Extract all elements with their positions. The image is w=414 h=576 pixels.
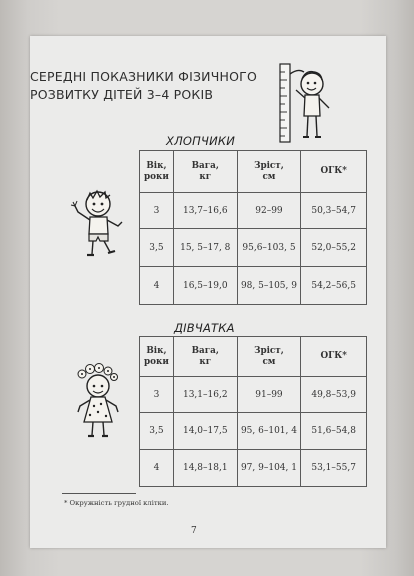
footnote: * Окружність грудної клітки. <box>64 499 169 507</box>
boys-section-label: ХЛОПЧИКИ <box>166 134 236 148</box>
girls-section-label: ДІВЧАТКА <box>174 321 235 335</box>
header-text: ОГК* <box>320 351 347 361</box>
header-text: ОГК* <box>320 166 347 176</box>
table-row <box>140 229 367 267</box>
header-text: роки <box>144 356 169 367</box>
height-cell: 95, 6–101, 4 <box>237 413 301 450</box>
page-number: 7 <box>191 526 197 536</box>
page-title-line-2: РОЗВИТКУ ДІТЕЙ 3–4 РОКІВ <box>30 87 214 102</box>
table-row <box>140 193 367 229</box>
header-text: Вага, <box>191 345 219 356</box>
girls-table <box>139 336 367 487</box>
table-header-row <box>140 151 367 193</box>
chest-column-header <box>301 337 367 377</box>
chest-cell: 54,2–56,5 <box>301 267 367 305</box>
height-cell: 92–99 <box>237 193 301 229</box>
age-cell: 3 <box>140 193 174 229</box>
weight-cell: 15, 5–17, 8 <box>173 229 237 267</box>
age-cell: 4 <box>140 450 174 487</box>
age-column-header <box>140 337 174 377</box>
height-cell: 98, 5–105, 9 <box>237 267 301 305</box>
boys-table <box>139 150 367 305</box>
weight-cell: 14,8–18,1 <box>173 450 237 487</box>
page-title-line-1: СЕРЕДНІ ПОКАЗНИКИ ФІЗИЧНОГО <box>30 69 257 84</box>
table-header-row <box>140 337 367 377</box>
weight-column-header <box>173 337 237 377</box>
chest-cell: 52,0–55,2 <box>301 229 367 267</box>
table-row <box>140 377 367 413</box>
header-text: Вік, <box>146 345 167 356</box>
age-column-header <box>140 151 174 193</box>
header-text: см <box>262 356 276 367</box>
height-column-header <box>237 151 301 193</box>
weight-cell: 16,5–19,0 <box>173 267 237 305</box>
weight-column-header <box>173 151 237 193</box>
header-text: кг <box>199 356 212 367</box>
table-row <box>140 267 367 305</box>
chest-cell: 53,1–55,7 <box>301 450 367 487</box>
height-cell: 97, 9–104, 1 <box>237 450 301 487</box>
waving-boy-icon <box>70 186 132 262</box>
header-text: Вік, <box>146 160 167 171</box>
header-text: кг <box>199 171 212 182</box>
age-cell: 3,5 <box>140 229 174 267</box>
page-title <box>30 68 257 104</box>
table-row <box>140 413 367 450</box>
child-measuring-height-icon <box>274 60 338 146</box>
header-text: Зріст, <box>254 345 284 356</box>
chest-cell: 49,8–53,9 <box>301 377 367 413</box>
chest-column-header <box>301 151 367 193</box>
header-text: роки <box>144 171 169 182</box>
girl-with-flower-wreath-icon <box>66 362 130 444</box>
chest-cell: 50,3–54,7 <box>301 193 367 229</box>
weight-cell: 14,0–17,5 <box>173 413 237 450</box>
header-text: см <box>262 171 276 182</box>
height-column-header <box>237 337 301 377</box>
header-text: Вага, <box>191 160 219 171</box>
header-text: Зріст, <box>254 160 284 171</box>
age-cell: 4 <box>140 267 174 305</box>
footnote-divider <box>62 493 136 494</box>
chest-cell: 51,6–54,8 <box>301 413 367 450</box>
weight-cell: 13,7–16,6 <box>173 193 237 229</box>
age-cell: 3,5 <box>140 413 174 450</box>
age-cell: 3 <box>140 377 174 413</box>
height-cell: 95,6–103, 5 <box>237 229 301 267</box>
weight-cell: 13,1–16,2 <box>173 377 237 413</box>
height-cell: 91–99 <box>237 377 301 413</box>
table-row <box>140 450 367 487</box>
